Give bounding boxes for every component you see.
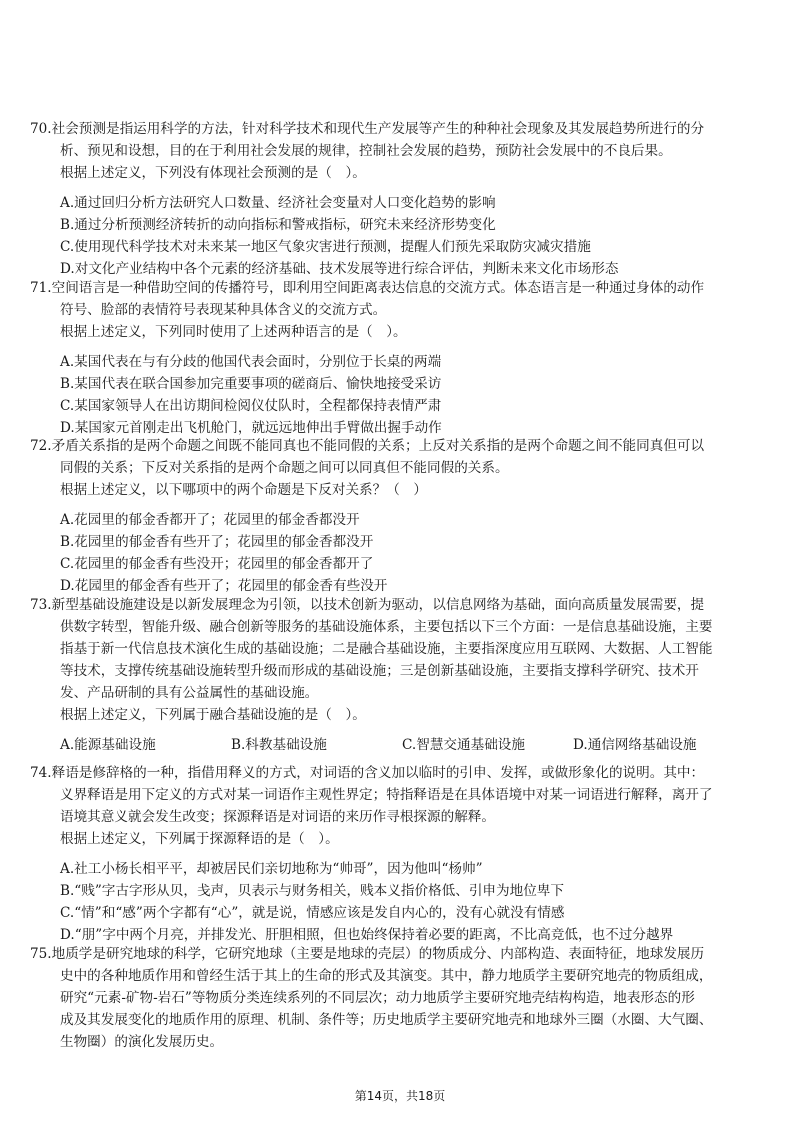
question-text-line: 语境其意义就会发生改变；探源释语是对词语的来历作寻根探源的解释。	[60, 809, 495, 825]
question-prompt: 根据上述定义，下列没有体现社会预测的是（ ）。	[60, 165, 366, 181]
option-a: A.能源基础设施	[60, 737, 156, 753]
option-b: B.某国代表在联合国参加完重要事项的磋商后、愉快地接受采访	[60, 376, 442, 392]
option-d: D.通信网络基础设施	[573, 737, 697, 753]
question-text-line: 析、预见和设想，目的在于利用社会发展的规律，控制社会发展的趋势，预防社会发展中的不良后果。	[60, 143, 672, 159]
question-text-line: 成及其发展变化的地质作用的原理、机制、条件等；历史地质学主要研究地壳和地球外三圈（水圈、大气圈、	[60, 1012, 713, 1028]
option-a: A.社工小杨长相平平，却被居民们亲切地称为“帅哥”，因为他叫“杨帅”	[60, 861, 483, 877]
option-a: A.花园里的郁金香都开了；花园里的郁金香都没开	[60, 512, 360, 528]
options-row	[30, 734, 770, 756]
question-text-line: 符号、脸部的表情符号表现某种具体含义的交流方式。	[60, 302, 387, 318]
question-text-line: 71.空间语言是一种借助空间的传播符号，即利用空间距离表达信息的交流方式。体态语言是一种通过身体的动作	[30, 280, 705, 296]
option-b: B.通过分析预测经济转折的动向指标和警戒指标，研究未来经济形势变化	[60, 217, 496, 233]
question-text-line: 供数字转型，智能升级、融合创新等服务的基础设施体系，主要包括以下三个方面：一是信息基础设施，主要	[60, 619, 713, 635]
question-text-line: 生物圈）的演化发展历史。	[60, 1034, 224, 1050]
question-text-line: 70.社会预测是指运用科学的方法，针对科学技术和现代生产发展等产生的种种社会现象及其发展趋势所进行的分	[30, 121, 705, 137]
option-b: B.花园里的郁金香有些开了；花园里的郁金香都没开	[60, 534, 374, 550]
question-text-line: 义界释语是用下定义的方式对某一词语作主观性界定；特指释语是在具体语境中对某一词语进行解释，离开了	[60, 787, 713, 803]
question-text-line: 指基于新一代信息技术演化生成的基础设施；二是融合基础设施，主要指深度应用互联网、大数据、人工智能	[60, 641, 713, 657]
question-text-line: 史中的各种地质作用和曾经生活于其上的生命的形式及其演变。其中，静力地质学主要研究地壳的物质组成，	[60, 968, 713, 984]
option-b: B.“贱”字古字形从贝，戋声，贝表示与财务相关，贱本义指价格低、引申为地位卑下	[60, 883, 564, 899]
question-74	[30, 762, 770, 946]
question-72	[30, 435, 770, 597]
question-text-line: 同假的关系；下反对关系指的是两个命题之间可以同真但不能同假的关系。	[60, 460, 509, 476]
question-text-line: 74.释语是修辞格的一种，指借用释义的方式，对词语的含义加以临时的引申、发挥，或做形象化的说明。其中：	[30, 765, 705, 781]
question-text-line: 75.地质学是研究地球的科学，它研究地球（主要是地球的壳层）的物质成分、内部构造、表面特征，地球发展历	[30, 946, 705, 962]
question-prompt: 根据上述定义，以下哪项中的两个命题是下反对关系？（ ）	[60, 482, 428, 498]
question-text-line: 73.新型基础设施建设是以新发展理念为引领，以技术创新为驱动，以信息网络为基础，面向高质量发展需要，提	[30, 597, 705, 613]
option-c: C.智慧交通基础设施	[402, 737, 525, 753]
option-d: D.“朋”字中两个月亮，并排发光、肝胆相照，但也始终保持着必要的距离，不比高竞低，也不过分越界	[60, 927, 674, 943]
question-text-line: 72.矛盾关系指的是两个命题之间既不能同真也不能同假的关系；上反对关系指的是两个命题之间不能同真但可以	[30, 438, 705, 454]
question-prompt: 根据上述定义，下列属于融合基础设施的是（ ）。	[60, 707, 366, 723]
option-a: A.某国代表在与有分歧的他国代表会面时，分别位于长桌的两端	[60, 354, 442, 370]
option-c: C.花园里的郁金香有些没开；花园里的郁金香都开了	[60, 556, 374, 572]
question-75	[30, 943, 770, 1053]
question-70	[30, 118, 770, 280]
option-b: B.科教基础设施	[231, 737, 327, 753]
question-prompt: 根据上述定义，下列同时使用了上述两种语言的是（ ）。	[60, 324, 407, 340]
option-d: D.花园里的郁金香有些开了；花园里的郁金香有些没开	[60, 578, 388, 594]
question-text-line: 发、产品研制的具有公益属性的基础设施。	[60, 685, 319, 701]
option-c: C.“情”和“感”两个字都有“心”，就是说，情感应该是发自内心的，没有心就没有情感	[60, 905, 565, 921]
option-c: C.某国家领导人在出访期间检阅仪仗队时，全程都保持表情严肃	[60, 398, 442, 414]
option-d: D.某国家元首刚走出飞机舱门，就远远地伸出手臂做出握手动作	[60, 420, 442, 436]
option-c: C.使用现代科学技术对未来某一地区气象灾害进行预测，提醒人们预先采取防灾减灾措施	[60, 239, 591, 255]
question-prompt: 根据上述定义，下列属于探源释语的是（ ）。	[60, 831, 339, 847]
option-a: A.通过回归分析方法研究人口数量、经济社会变量对人口变化趋势的影响	[60, 195, 496, 211]
question-text-line: 研究“元素-矿物-岩石”等物质分类连续系列的不同层次；动力地质学主要研究地壳结构构造，地表形态的形	[60, 990, 695, 1006]
option-d: D.对文化产业结构中各个元素的经济基础、技术发展等进行综合评估，判断未来文化市场形态	[60, 261, 619, 277]
question-73	[30, 594, 770, 756]
question-text-line: 等技术，支撑传统基础设施转型升级而形成的基础设施；三是创新基础设施，主要指支撑科学研究、技术开	[60, 663, 699, 679]
page-footer: 第14页，共18页	[354, 1089, 446, 1103]
question-71	[30, 277, 770, 439]
